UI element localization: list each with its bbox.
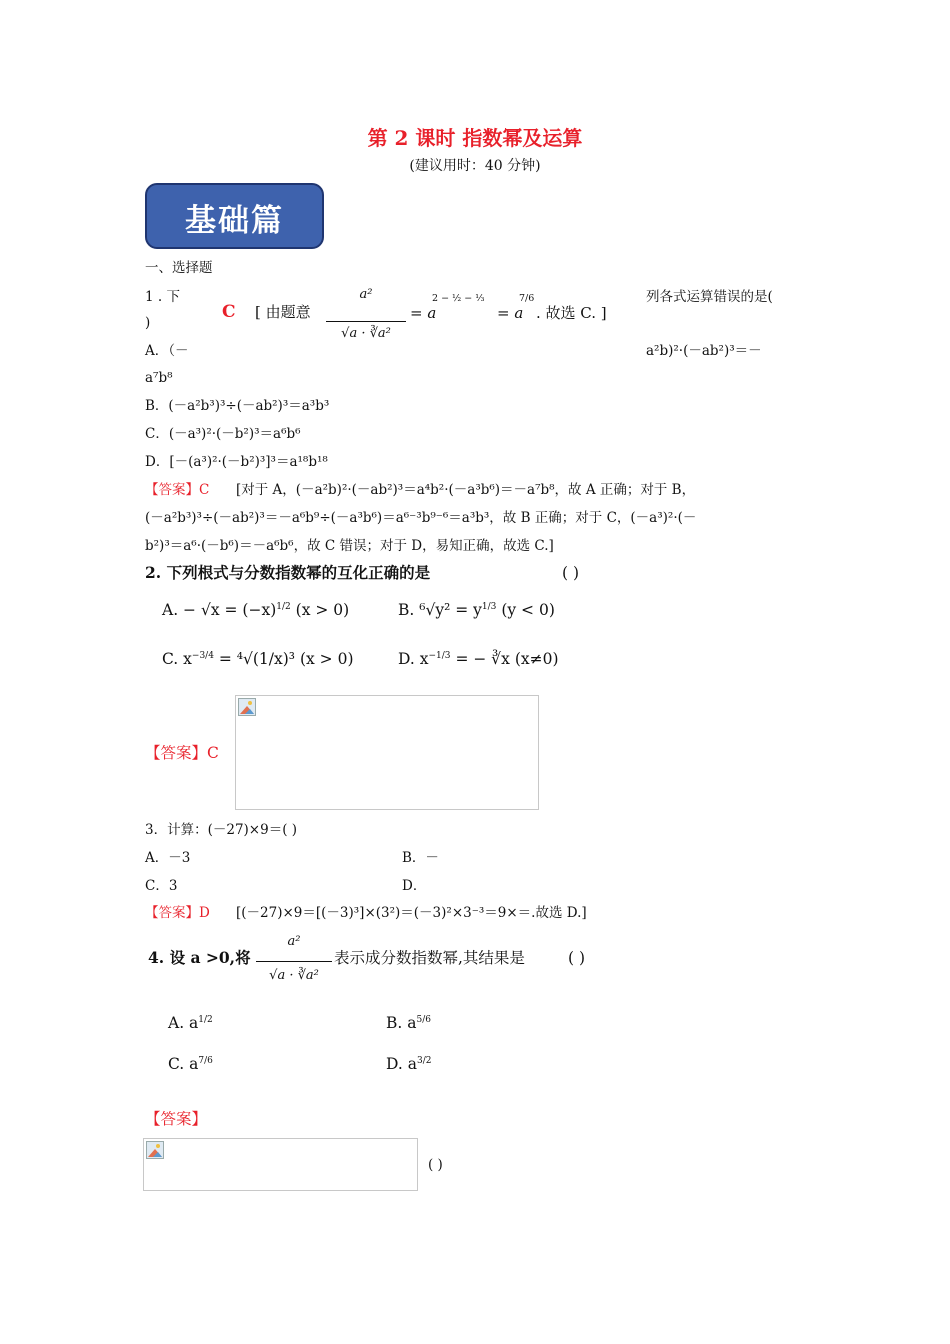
q2-option-a-cond: (x > 0) [295, 601, 350, 619]
q4-frac-bar [256, 961, 332, 962]
q1-option-a-tail: a⁷b⁸ [145, 370, 173, 386]
q4-option-d-base: D. a [386, 1055, 417, 1073]
q1-number: 1 . 下 [145, 289, 180, 305]
section-heading: 一、选择题 [145, 260, 213, 276]
q4-option-a-base: A. a [168, 1014, 199, 1032]
broken-image-icon [146, 1141, 164, 1159]
q2-option-c-radical: = ⁴√(1/x)³ [218, 650, 296, 668]
q2-option-d-base: D. x [398, 650, 429, 668]
q1-answer-line2: (－a²b³)³÷(－ab²)³＝－a⁶b⁹÷(－a³b⁶)＝a⁶⁻³b⁹⁻⁶＝a³b³，故 B 正确；对于 C，(－a³)²·(－ [145, 510, 697, 526]
q1-answer-line3: b²)³＝a⁶·(－b⁶)＝－a⁶b⁶，故 C 错误；对于 D，易知正确，故选 C.] [145, 538, 554, 554]
q4-option-a-exp: 1/2 [198, 1014, 213, 1025]
q2-option-b [398, 601, 555, 620]
q2-option-b-exp: 1/3 [481, 601, 497, 612]
q2-option-d-radical: = − ∛x [455, 650, 510, 668]
q2-image-placeholder [235, 695, 539, 810]
q2-option-c-exp: −3/4 [191, 650, 214, 661]
q4-paren: ( ) [568, 949, 586, 967]
q1-option-d: D．[－(a³)²·(－b²)³]³＝a¹⁸b¹⁸ [145, 454, 328, 470]
q2-option-b-cond: (y < 0) [501, 601, 555, 619]
q3-answer-label: 【答案】D [145, 905, 210, 921]
q1-answer-line1: [对于 A，(－a²b)²·(－ab²)³＝a⁴b²·(－a³b⁶)＝－a⁷b⁸，故 A 正确；对于 B， [236, 482, 696, 498]
q1-overlay-open: [ 由题意 [255, 303, 311, 321]
q3-option-a: A．－3 [145, 850, 191, 866]
q2-answer-label: 【答案】 [145, 744, 208, 762]
q4-frac-num: a² [287, 934, 301, 949]
q4-option-d-exp: 3/2 [416, 1055, 432, 1066]
q3-stem: 3．计算：(－27)×9＝( ) [145, 822, 298, 838]
q2-option-b-base: B. ⁶√y² = y [398, 601, 482, 619]
q4-answer-label: 【答案】 [145, 1110, 208, 1128]
q4-image-placeholder [143, 1138, 418, 1191]
q1-option-a-left: A．（－ [145, 343, 189, 359]
page-title: 第 2 课时 指数幂及运算 [367, 126, 583, 150]
q2-paren: ( ) [562, 564, 580, 582]
q1-option-a-right: a²b)²·(－ab²)³＝－ [646, 343, 762, 359]
q1-overlay-exp2: 7/6 [519, 293, 535, 304]
q4-option-d [386, 1055, 431, 1074]
q1-overlay-eq2: = a [497, 304, 524, 322]
q2-stem-text: 2. 下列根式与分数指数幂的互化正确的是 [145, 563, 431, 582]
q4-option-b-exp: 5/6 [416, 1014, 431, 1025]
q1-paren-close: ) [145, 315, 151, 331]
q1-stem-right: 列各式运算错误的是( [646, 289, 773, 305]
q2-answer-value: C [207, 744, 219, 762]
q1-overlay-letter: C [222, 302, 236, 322]
q4-option-c [168, 1055, 213, 1074]
q1-option-b: B．(－a²b³)³÷(－ab²)³＝a³b³ [145, 398, 330, 414]
q1-answer-label: 【答案】C [145, 482, 210, 498]
q1-option-c: C．(－a³)²·(－b²)³＝a⁶b⁶ [145, 426, 301, 442]
q4-option-c-exp: 7/6 [198, 1055, 213, 1066]
q3-option-d: D． [402, 878, 427, 894]
q3-option-b: B．－ [402, 850, 439, 866]
q2-option-d-cond: (x≠0) [514, 650, 559, 668]
q4-trailing-paren: ( ) [428, 1157, 443, 1173]
q4-stem-post: 表示成分数指数幂,其结果是 [334, 949, 525, 967]
q1-overlay-frac-bar [326, 321, 406, 322]
q2-option-a-base: A. − √x = (−x) [162, 601, 277, 619]
q2-option-c [162, 650, 354, 669]
q3-option-c: C．3 [145, 878, 178, 894]
q1-overlay-frac-den: √a · ∛a² [341, 326, 391, 341]
q4-option-b-base: B. a [386, 1014, 417, 1032]
q1-overlay-eq1: = a [410, 304, 437, 322]
q2-stem [145, 564, 430, 583]
section-banner [145, 183, 324, 249]
q2-option-d-exp: −1/3 [428, 650, 451, 661]
q4-option-a [168, 1014, 213, 1033]
page-subtitle: (建议用时：40 分钟) [409, 158, 541, 174]
q4-option-c-base: C. a [168, 1055, 199, 1073]
q2-option-c-base: C. x [162, 650, 192, 668]
q4-option-b [386, 1014, 431, 1033]
q4-frac-den: √a · ∛a² [269, 968, 319, 983]
q2-option-c-cond: (x > 0) [299, 650, 354, 668]
q2-answer [145, 744, 219, 763]
q3-answer-text: [(－27)×9＝[(－3)³]×(3²)＝(－3)²×3⁻³＝9×＝.故选 D.] [236, 905, 587, 921]
q2-option-d [398, 650, 559, 669]
q2-option-a [162, 601, 349, 620]
broken-image-icon [238, 698, 256, 716]
q4-stem-pre: 4. 设 a >0,将 [148, 948, 251, 967]
q1-overlay-frac-num: a² [359, 287, 373, 302]
q1-overlay-exp1: 2 − ½ − ⅓ [432, 293, 485, 304]
banner-label: 基础篇 [185, 203, 284, 239]
q2-option-a-exp: 1/2 [276, 601, 291, 612]
q1-overlay-close: . 故选 C. ] [536, 304, 607, 322]
